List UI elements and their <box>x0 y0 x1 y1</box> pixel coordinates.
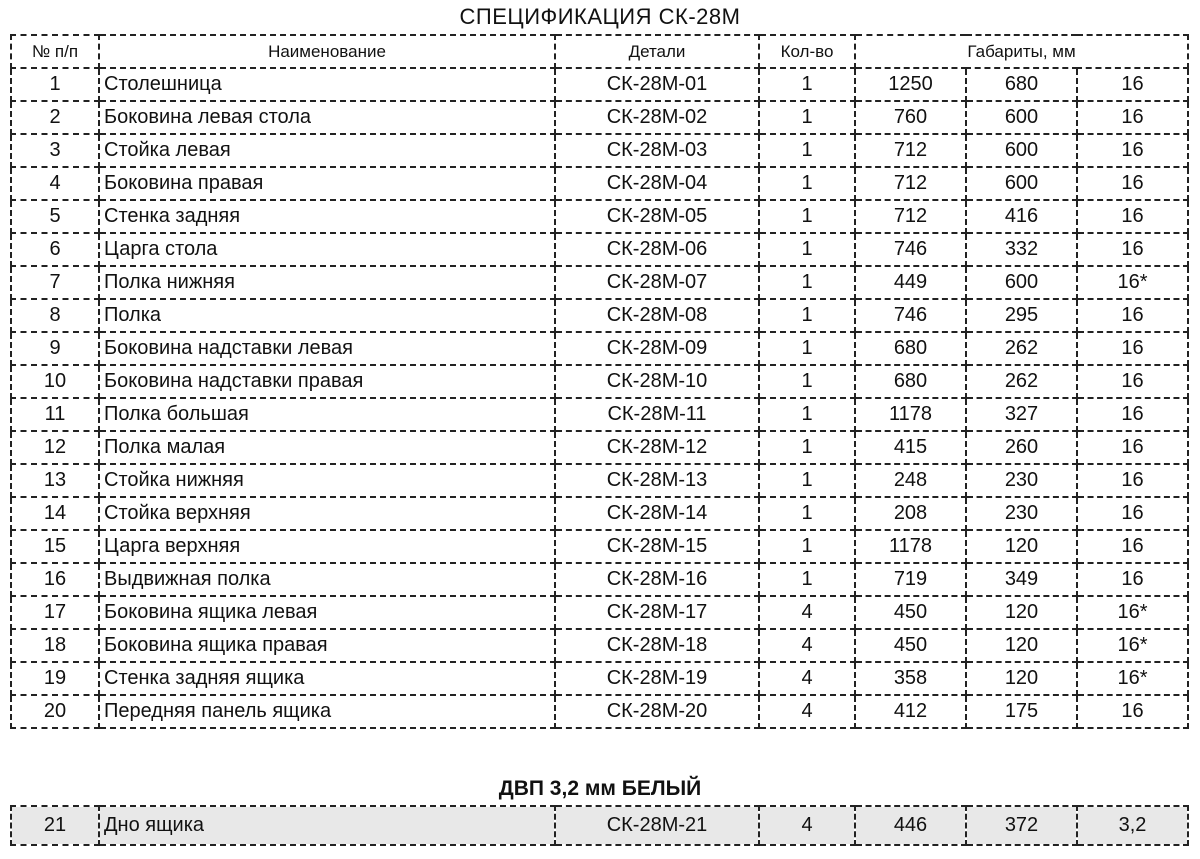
cell-num: 9 <box>11 332 99 365</box>
cell-qty: 1 <box>759 464 855 497</box>
cell-thickness: 16* <box>1077 629 1188 662</box>
cell-num: 2 <box>11 101 99 134</box>
cell-qty: 1 <box>759 167 855 200</box>
cell-width: 349 <box>966 563 1077 596</box>
cell-thickness: 16 <box>1077 134 1188 167</box>
cell-name: Стойка нижняя <box>99 464 555 497</box>
header-qty: Кол-во <box>759 35 855 68</box>
cell-length: 412 <box>855 695 966 728</box>
header-num: № п/п <box>11 35 99 68</box>
cell-thickness: 16 <box>1077 431 1188 464</box>
cell-num: 13 <box>11 464 99 497</box>
cell-length: 1250 <box>855 68 966 101</box>
cell-width: 262 <box>966 365 1077 398</box>
cell-part: СК-28М-08 <box>555 299 759 332</box>
cell-num: 21 <box>11 806 99 845</box>
cell-thickness: 16 <box>1077 563 1188 596</box>
cell-width: 120 <box>966 530 1077 563</box>
cell-thickness: 16 <box>1077 398 1188 431</box>
cell-width: 230 <box>966 497 1077 530</box>
cell-width: 600 <box>966 101 1077 134</box>
cell-part: СК-28М-13 <box>555 464 759 497</box>
table-row <box>11 662 1188 695</box>
cell-name: Боковина ящика левая <box>99 596 555 629</box>
cell-qty: 1 <box>759 497 855 530</box>
cell-name: Боковина надставки левая <box>99 332 555 365</box>
cell-num: 15 <box>11 530 99 563</box>
cell-num: 6 <box>11 233 99 266</box>
table-row <box>11 134 1188 167</box>
cell-width: 120 <box>966 629 1077 662</box>
cell-thickness: 16 <box>1077 299 1188 332</box>
cell-width: 120 <box>966 596 1077 629</box>
cell-name: Стойка левая <box>99 134 555 167</box>
cell-qty: 4 <box>759 806 855 845</box>
cell-qty: 1 <box>759 233 855 266</box>
cell-part: СК-28М-02 <box>555 101 759 134</box>
cell-num: 14 <box>11 497 99 530</box>
cell-name: Дно ящика <box>99 806 555 845</box>
cell-length: 358 <box>855 662 966 695</box>
cell-part: СК-28М-07 <box>555 266 759 299</box>
cell-num: 20 <box>11 695 99 728</box>
table-row <box>11 332 1188 365</box>
cell-thickness: 16 <box>1077 233 1188 266</box>
header-name: Наименование <box>99 35 555 68</box>
document-title: СПЕЦИФИКАЦИЯ СК-28М <box>459 4 741 29</box>
cell-num: 1 <box>11 68 99 101</box>
cell-thickness: 16* <box>1077 596 1188 629</box>
cell-qty: 1 <box>759 563 855 596</box>
cell-name: Боковина правая <box>99 167 555 200</box>
cell-thickness: 16 <box>1077 332 1188 365</box>
cell-part: СК-28М-09 <box>555 332 759 365</box>
cell-part: СК-28М-04 <box>555 167 759 200</box>
cell-qty: 4 <box>759 596 855 629</box>
cell-length: 680 <box>855 365 966 398</box>
table-row <box>11 167 1188 200</box>
cell-name: Стенка задняя <box>99 200 555 233</box>
cell-width: 120 <box>966 662 1077 695</box>
cell-width: 260 <box>966 431 1077 464</box>
header-part: Детали <box>555 35 759 68</box>
cell-qty: 1 <box>759 134 855 167</box>
cell-width: 332 <box>966 233 1077 266</box>
cell-width: 262 <box>966 332 1077 365</box>
cell-part: СК-28М-21 <box>555 806 759 845</box>
cell-name: Царга стола <box>99 233 555 266</box>
cell-name: Столешница <box>99 68 555 101</box>
cell-part: СК-28М-12 <box>555 431 759 464</box>
cell-part: СК-28М-15 <box>555 530 759 563</box>
cell-num: 3 <box>11 134 99 167</box>
cell-thickness: 16* <box>1077 662 1188 695</box>
cell-num: 18 <box>11 629 99 662</box>
cell-part: СК-28М-05 <box>555 200 759 233</box>
table-row <box>11 431 1188 464</box>
cell-name: Полка большая <box>99 398 555 431</box>
cell-part: СК-28М-14 <box>555 497 759 530</box>
cell-width: 372 <box>966 806 1077 845</box>
table-row <box>11 266 1188 299</box>
cell-name: Боковина левая стола <box>99 101 555 134</box>
cell-thickness: 16 <box>1077 167 1188 200</box>
cell-width: 175 <box>966 695 1077 728</box>
cell-length: 680 <box>855 332 966 365</box>
table-row <box>11 464 1188 497</box>
cell-name: Стенка задняя ящика <box>99 662 555 695</box>
cell-length: 1178 <box>855 530 966 563</box>
cell-length: 208 <box>855 497 966 530</box>
cell-qty: 1 <box>759 530 855 563</box>
cell-qty: 1 <box>759 101 855 134</box>
cell-num: 7 <box>11 266 99 299</box>
cell-part: СК-28М-19 <box>555 662 759 695</box>
cell-width: 600 <box>966 266 1077 299</box>
cell-name: Выдвижная полка <box>99 563 555 596</box>
cell-num: 12 <box>11 431 99 464</box>
cell-part: СК-28М-20 <box>555 695 759 728</box>
cell-thickness: 16 <box>1077 530 1188 563</box>
cell-length: 446 <box>855 806 966 845</box>
cell-length: 746 <box>855 299 966 332</box>
cell-num: 16 <box>11 563 99 596</box>
cell-part: СК-28М-10 <box>555 365 759 398</box>
cell-part: СК-28М-17 <box>555 596 759 629</box>
cell-qty: 1 <box>759 365 855 398</box>
table-row <box>11 68 1188 101</box>
cell-length: 1178 <box>855 398 966 431</box>
table-row <box>11 365 1188 398</box>
cell-num: 11 <box>11 398 99 431</box>
cell-name: Передняя панель ящика <box>99 695 555 728</box>
table-row <box>11 101 1188 134</box>
cell-qty: 4 <box>759 629 855 662</box>
cell-qty: 1 <box>759 200 855 233</box>
cell-name: Полка <box>99 299 555 332</box>
cell-qty: 1 <box>759 332 855 365</box>
cell-part: СК-28М-18 <box>555 629 759 662</box>
table-row <box>11 200 1188 233</box>
table-row <box>11 596 1188 629</box>
cell-qty: 4 <box>759 662 855 695</box>
cell-name: Боковина ящика правая <box>99 629 555 662</box>
cell-part: СК-28М-11 <box>555 398 759 431</box>
cell-num: 17 <box>11 596 99 629</box>
cell-width: 600 <box>966 134 1077 167</box>
cell-width: 416 <box>966 200 1077 233</box>
cell-width: 680 <box>966 68 1077 101</box>
cell-length: 450 <box>855 596 966 629</box>
cell-part: СК-28М-01 <box>555 68 759 101</box>
cell-qty: 4 <box>759 695 855 728</box>
cell-length: 248 <box>855 464 966 497</box>
cell-qty: 1 <box>759 431 855 464</box>
cell-part: СК-28М-16 <box>555 563 759 596</box>
cell-width: 295 <box>966 299 1077 332</box>
cell-length: 760 <box>855 101 966 134</box>
cell-qty: 1 <box>759 266 855 299</box>
cell-length: 712 <box>855 167 966 200</box>
cell-num: 8 <box>11 299 99 332</box>
cell-thickness: 16 <box>1077 497 1188 530</box>
cell-part: СК-28М-06 <box>555 233 759 266</box>
cell-part: СК-28М-03 <box>555 134 759 167</box>
cell-length: 712 <box>855 200 966 233</box>
cell-length: 450 <box>855 629 966 662</box>
cell-name: Царга верхняя <box>99 530 555 563</box>
cell-name: Полка малая <box>99 431 555 464</box>
cell-width: 230 <box>966 464 1077 497</box>
cell-num: 5 <box>11 200 99 233</box>
cell-thickness: 16 <box>1077 68 1188 101</box>
table-row <box>11 806 1188 845</box>
cell-name: Полка нижняя <box>99 266 555 299</box>
cell-name: Стойка верхняя <box>99 497 555 530</box>
cell-thickness: 16 <box>1077 200 1188 233</box>
cell-qty: 1 <box>759 398 855 431</box>
spec-table <box>10 34 1189 729</box>
table-row <box>11 233 1188 266</box>
cell-thickness: 16 <box>1077 365 1188 398</box>
cell-length: 746 <box>855 233 966 266</box>
table-row <box>11 629 1188 662</box>
table-row <box>11 299 1188 332</box>
cell-num: 10 <box>11 365 99 398</box>
cell-name: Боковина надставки правая <box>99 365 555 398</box>
cell-thickness: 16 <box>1077 464 1188 497</box>
header-dims: Габариты, мм <box>855 35 1188 68</box>
cell-thickness: 16 <box>1077 101 1188 134</box>
table-row <box>11 563 1188 596</box>
table-row <box>11 398 1188 431</box>
cell-length: 719 <box>855 563 966 596</box>
cell-thickness: 3,2 <box>1077 806 1188 845</box>
cell-qty: 1 <box>759 299 855 332</box>
cell-thickness: 16 <box>1077 695 1188 728</box>
cell-num: 4 <box>11 167 99 200</box>
cell-qty: 1 <box>759 68 855 101</box>
cell-thickness: 16* <box>1077 266 1188 299</box>
table-row <box>11 530 1188 563</box>
cell-length: 712 <box>855 134 966 167</box>
table-row <box>11 497 1188 530</box>
board-section-title: ДВП 3,2 мм БЕЛЫЙ <box>498 777 702 800</box>
table-header-row <box>11 35 1188 68</box>
cell-num: 19 <box>11 662 99 695</box>
cell-length: 449 <box>855 266 966 299</box>
cell-length: 415 <box>855 431 966 464</box>
board-table <box>10 805 1189 846</box>
cell-width: 327 <box>966 398 1077 431</box>
table-row <box>11 695 1188 728</box>
cell-width: 600 <box>966 167 1077 200</box>
